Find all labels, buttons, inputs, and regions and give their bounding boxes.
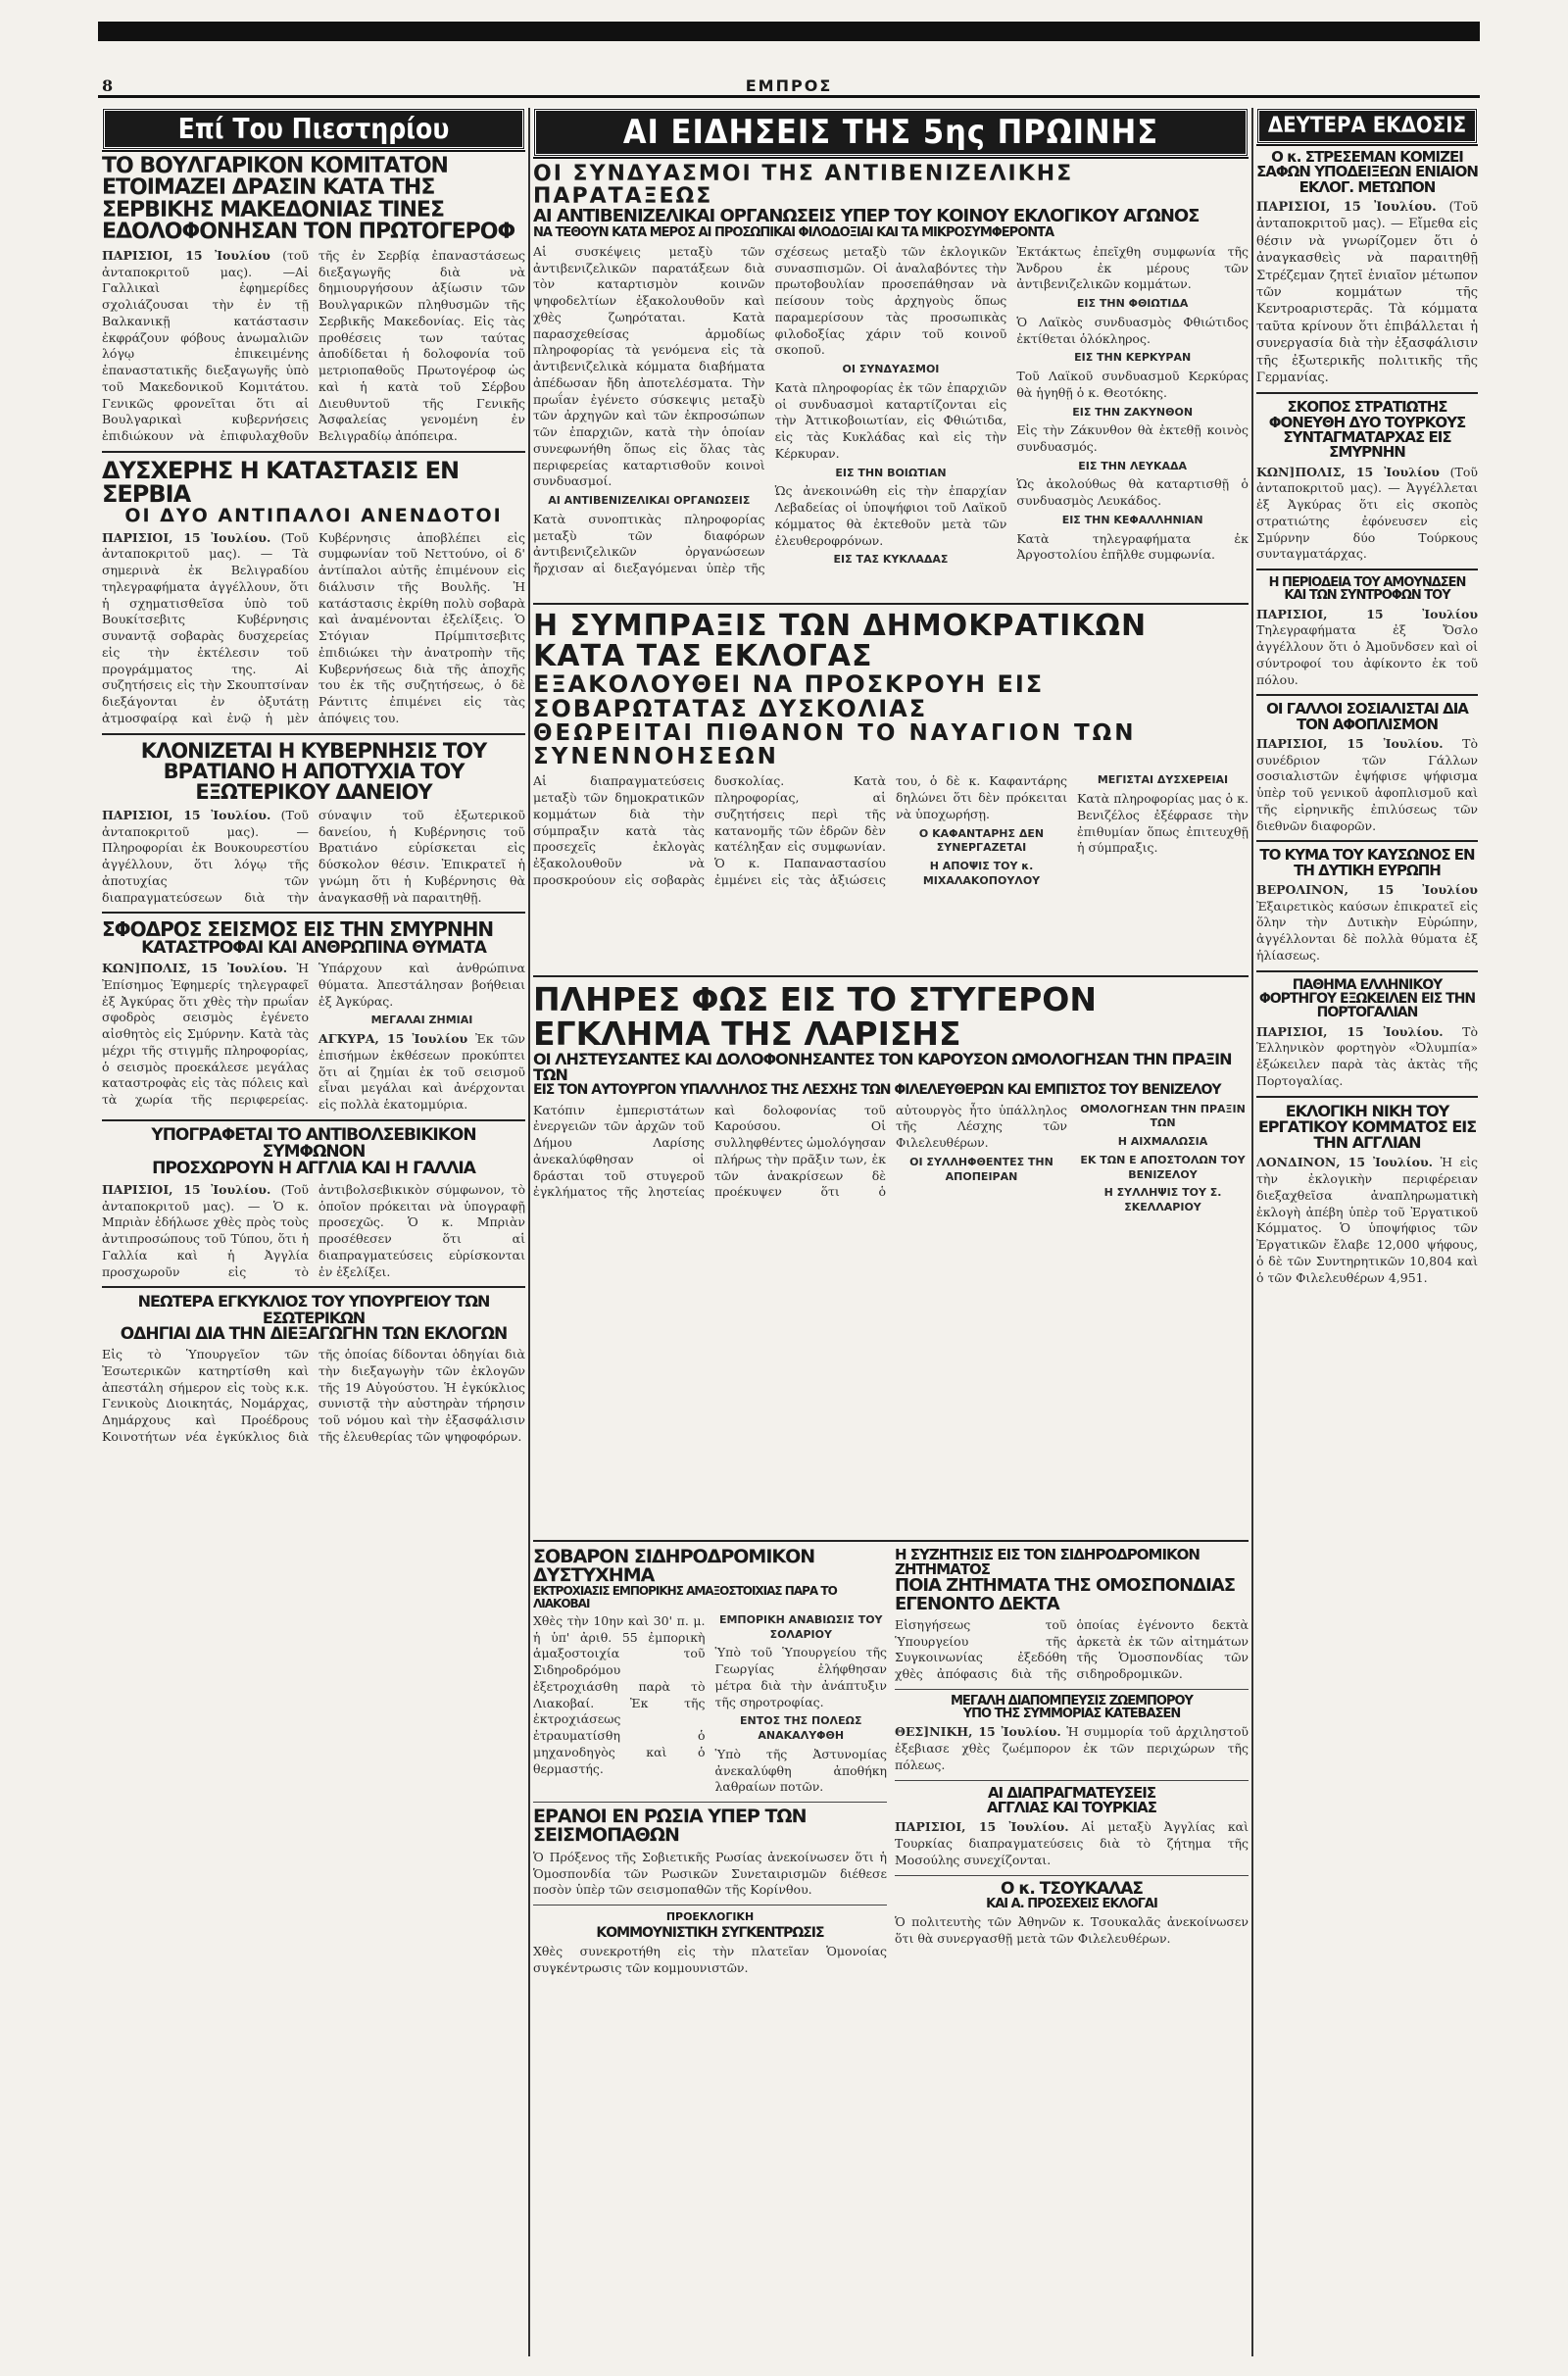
- section-subhead: Ο ΚΑΦΑΝΤΑΡΗΣ ΔΕΝ ΣΥΝΕΡΓΑΖΕΤΑΙ: [918, 826, 1045, 855]
- article-anglo-turkish: [895, 1783, 1249, 1869]
- article-election-circular: [102, 1294, 525, 1445]
- headline: Ο κ. ΤΣΟΥΚΑΛΑΣ: [1000, 1878, 1144, 1899]
- headline: ΣΚΟΠΟΣ ΣΤΡΑΤΙΩΤΗΣ ΦΟΝΕΥΘΗ ΔΥΟ ΤΟΥΡΚΟΥΣ ΣΥΝΤΑΓΜΑΤΑΡΧΑΣ ΕΙΣ ΣΜΥΡΝΗΝ: [1268, 398, 1466, 462]
- box-title: ΜΕΓΑΛΑΙ ΖΗΜΙΑΙ: [370, 1014, 473, 1027]
- article-heatwave: [1256, 848, 1478, 964]
- article-railway-dispute: [895, 1545, 1249, 1683]
- article-stresemann: [1256, 150, 1478, 386]
- column-left: [102, 108, 525, 2356]
- headline: ΟΙ ΓΑΛΛΟΙ ΣΟΣΙΑΛΙΣΤΑΙ ΔΙΑ ΤΟΝ ΑΦΟΠΛΙΣΜΟΝ: [1266, 700, 1468, 733]
- region-text: Τοῦ Λαϊκοῦ συνδυασμοῦ Κερκύρας θὰ ἡγηθῇ ὁ κ. Θεοτόκης.: [1016, 369, 1249, 400]
- article-text: Κατὰ πληροφορίας ἐκ τῶν ἐπαρχιῶν οἱ συνδυασμοὶ καταρτίζονται εἰς τὴν Ἀττικοβοιωτίαν, εἰς Φθιώτιδα, εἰς τὰς Κυκλάδας καὶ εἰς τὴν Κέρκυραν.: [774, 379, 1007, 461]
- article-text: (Τοῦ ἀνταποκριτοῦ μας). — Εἴμεθα εἰς θέσιν νὰ γνωρίζομεν ὅτι ὁ ἀναγκασθεὶς νὰ παραιτηθῇ Στρέζεμαν ζητεῖ ἑνιαῖον μέτωπον τῶν κομμάτων τῆς Κεντροαριστερᾶς. Τὰ κόμματα ταῦτα κρίνουν ὅτι ἐπιβάλλεται ἡ συνεργασία διὰ τὴν ἐξασφάλισιν τῆς ἐξωτερικῆς πολιτικῆς τῆς Γερμανίας.: [1256, 199, 1478, 385]
- article-larissa-crime: [533, 980, 1249, 1533]
- headline: ΑΙ ΔΙΑΠΡΑΓΜΑΤΕΥΣΕΙΣ: [987, 1783, 1156, 1802]
- subheadline: ΕΞΑΚΟΛΟΥΘΕΙ ΝΑ ΠΡΟΣΚΡΟΥΗ ΕΙΣ ΣΟΒΑΡΩΤΑΤΑΣ ΔΥΣΚΟΛΙΑΣ: [533, 669, 1045, 722]
- region-text: Ὡς ἀκολούθως θὰ καταρτισθῇ ὁ συνδυασμὸς Λευκάδος.: [1016, 476, 1249, 509]
- dateline: ΑΓΚΥΡΑ, 15 Ἰουλίου: [318, 1031, 468, 1047]
- section-subhead: Η ΣΥΛΛΗΨΙΣ ΤΟΥ Σ. ΣΚΕΛΛΑΡΙΟΥ: [1103, 1186, 1222, 1214]
- article-democrats-cooperation: [533, 608, 1249, 970]
- article-text: (Τοῦ ἀνταποκριτοῦ μας). — Ὁ κ. Μπριὰν ἐδήλωσε χθὲς πρὸς τοὺς ἀντιπροσώπους τοῦ Τύπου, ὅτι ἡ Γαλλία καὶ ἡ Ἀγγλία προσχωροῦν εἰς τὸ ἀντιβολσεβικικὸν σύμφωνον, τὸ ὁποῖον πρόκειται νὰ ὑπογραφῇ προσεχῶς. Ὁ κ. Μπριὰν προσέθεσεν ὅτι αἱ διαπραγματεύσεις εὑρίσκονται ἐν ἐξελίξει.: [102, 1181, 525, 1279]
- article-smyrna-earthquake: [102, 919, 525, 1113]
- headline: ΣΟΒΑΡΟΝ ΣΙΔΗΡΟΔΡΟΜΙΚΟΝ ΔΥΣΤΥΧΗΜΑ: [533, 1545, 815, 1586]
- section-rubric: Επί Του Πιεστηρίου: [102, 108, 525, 150]
- subheadline: ΟΙ ΛΗΣΤΕΥΣΑΝΤΕΣ ΚΑΙ ΔΟΛΟΦΟΝΗΣΑΝΤΕΣ ΤΟΝ ΚΑΡΟΥΣΟΝ ΩΜΟΛΟΓΗΣΑΝ ΤΗΝ ΠΡΑΞΙΝ ΤΩΝ: [533, 1049, 1232, 1085]
- subheadline: ΟΙ ΔΥΟ ΑΝΤΙΠΑΛΟΙ ΑΝΕΝΔΟΤΟΙ: [124, 504, 503, 526]
- region-text: Ὡς ἀνεκοινώθη εἰς τὴν ἐπαρχίαν Λεβαδείας οἱ ὑποψήφιοι τοῦ Λαϊκοῦ κόμματος θὰ ἐκτεθοῦν μετὰ τῶν ἐλευθεροφρόνων.: [774, 483, 1007, 548]
- region-name: ΕΙΣ ΤΗΝ ΒΟΙΩΤΙΑΝ: [835, 466, 947, 479]
- article-text: Εἰσηγήσεως τοῦ Ὑπουργείου τῆς Συγκοινωνίας ἐξεδόθη χθὲς ἀπόφασις διὰ τῆς ὁποίας ἐγένοντο δεκτὰ ἀρκετὰ ἐκ τῶν αἰτημάτων τῆς Ὁμοσπονδίας τῶν σιδηροδρομικῶν.: [895, 1616, 1249, 1682]
- region-text: Ἐκτάκτως ἐπεῖχθη συμφωνία τῆς Ἄνδρου ἐκ μέρους τῶν ἀντιβενιζελικῶν κομμάτων.: [1016, 243, 1249, 292]
- article-text: Αἱ διαπραγματεύσεις μεταξὺ τῶν δημοκρατικῶν κομμάτων διὰ τὴν σύμπραξιν κατὰ τὰς προσεχεῖς ἐκλογὰς ἐξακολουθοῦν νὰ προσκρούουν εἰς σοβαρὰς δυσκολίας. Κατὰ πληροφορίας, αἱ συζητήσεις περὶ τῆς κατανομῆς τῶν ἐδρῶν δὲν κατέληξαν εἰς συμφωνίαν. Ὁ κ. Παπαναστασίου ἐμμένει εἰς τὰς ἀξιώσεις του, ὁ δὲ κ. Καφαντάρης δηλώνει ὅτι δὲν πρόκειται νὰ ὑποχωρήσῃ.: [533, 773, 1067, 887]
- article-text: Τὸ συνέδριον τῶν Γάλλων σοσιαλιστῶν ἐψήφισε ψήφισμα ὑπὲρ τοῦ γενικοῦ ἀφοπλισμοῦ καὶ τῆς εἰρηνικῆς ἐπιλύσεως τῶν διεθνῶν διαφορῶν.: [1256, 735, 1478, 833]
- article-livestock-dealer: [895, 1695, 1249, 1774]
- subheadline: ΚΟΜΜΟΥΝΙΣΤΙΚΗ ΣΥΓΚΕΝΤΡΩΣΙΣ: [596, 1925, 824, 1942]
- article-anti-bolshevik-pact: [102, 1124, 525, 1280]
- dateline: ΚΩΝ]ΠΟΛΙΣ, 15 Ἰουλίου.: [102, 961, 288, 976]
- dateline: ΠΑΡΙΣΙΟΙ, 15 Ἰουλίου: [1256, 606, 1478, 621]
- dateline: ΠΑΡΙΣΙΟΙ, 15 Ἰουλίου.: [1256, 1023, 1444, 1039]
- section-subhead: ΟΜΟΛΟΓΗΣΑΝ ΤΗΝ ΠΡΑΞΙΝ ΤΩΝ: [1080, 1102, 1246, 1130]
- article-text: Κατὰ συνοπτικὰς πληροφορίας μεταξὺ τῶν διαφόρων ἀντιβενιζελικῶν ὀργανώσεων ἤρχισαν αἱ διεξαγόμεναι ὑπὲρ τῆς σχέσεως μεταξὺ τῶν ἐκλογικῶν συνασπισμῶν. Οἱ ἀναλαβόντες τὴν πρωτοβουλίαν προσεπάθησαν νὰ πείσουν τοὺς ἀρχηγοὺς ὅπως παραμερίσουν τὰς προσωπικὰς φιλοδοξίας χάριν τοῦ κοινοῦ σκοποῦ.: [533, 243, 1007, 576]
- headline: ΤΟ ΚΥΜΑ ΤΟΥ ΚΑΥΣΩΝΟΣ ΕΝ ΤΗ ΔΥΤΙΚΗ ΕΥΡΩΠΗ: [1259, 846, 1475, 879]
- headline: Η ΣΥΖΗΤΗΣΙΣ ΕΙΣ ΤΟΝ ΣΙΔΗΡΟΔΡΟΜΙΚΟΝ ΖΗΤΗΜΑΤΟΣ: [895, 1545, 1200, 1578]
- headline: Η ΣΥΜΠΡΑΞΙΣ ΤΩΝ ΔΗΜΟΚΡΑΤΙΚΩΝ ΚΑΤΑ ΤΑΣ ΕΚΛΟΓΑΣ: [533, 608, 1148, 674]
- newspaper-name: ΕΜΠΡΟΣ: [745, 76, 833, 95]
- headline: ΠΡΟΕΚΛΟΓΙΚΗ: [665, 1910, 755, 1924]
- article-amundsen: [1256, 576, 1478, 688]
- article-text: Αἱ συσκέψεις μεταξὺ τῶν ἀντιβενιζελικῶν παρατάξεων διὰ τὸν καταρτισμὸν κοινῶν ψηφοδελτίων ἐξακολουθοῦν καὶ χθὲς ζωηρόταται. Κατὰ παρασχεθείσας ἀρμοδίως πληροφορίας τὰ γενόμενα εἰς τὰ ἀντιβενιζελικὰ κόμματα διαβήματα ἀπέδωσαν ἤδη ἀποτελέσματα. Τὴν πρωΐαν ἐγένετο σύσκεψις μεταξὺ τῶν ἀρχηγῶν καὶ τῶν ἐκπροσώπων τῶν ἐπαρχιῶν, κατὰ τὴν ὁποίαν συνεφωνήθη ὅπως εἰς ὅλας τὰς περιφερείας καταρτισθοῦν κοινοὶ συνδυασμοί.: [533, 243, 765, 489]
- region-text: Κατὰ τηλεγραφήματα ἐκ Ἀργοστολίου ἐπῆλθε συμφωνία.: [1016, 530, 1249, 563]
- article-text: Ὑπὸ τῆς Ἀστυνομίας ἀνεκαλύφθη ἀποθήκη λαθραίων ποτῶν.: [714, 1746, 887, 1795]
- subheadline: ΝΑ ΤΕΘΟΥΝ ΚΑΤΑ ΜΕΡΟΣ ΑΙ ΠΡΟΣΩΠΙΚΑΙ ΦΙΛΟΔΟΞΙΑΙ ΚΑΙ ΤΑ ΜΙΚΡΟΣΥΜΦΕΡΟΝΤΑ: [533, 224, 1054, 240]
- subheadline: ΠΡΟΣΧΩΡΟΥΝ Η ΑΓΓΛΙΑ ΚΑΙ Η ΓΑΛΛΙΑ: [152, 1159, 475, 1179]
- region-name: ΕΙΣ ΤΗΝ ΚΕΦΑΛΛΗΝΙΑΝ: [1061, 513, 1203, 526]
- article-bratianu: [102, 738, 525, 907]
- article-text: Τηλεγραφήματα ἐξ Ὄσλο ἀγγέλλουν ὅτι ὁ Ἀμοῦνδσεν καὶ οἱ σύντροφοί του ἀφίκοντο ἐκ τοῦ πόλου.: [1256, 622, 1478, 687]
- article-text: Ἐκ τῶν ἐπισήμων ἐκθέσεων προκύπτει ὅτι αἱ ζημίαι ἐκ τοῦ σεισμοῦ εἶναι μεγάλαι καὶ ἀνέρχονται εἰς πολλὰ ἑκατομμύρια.: [318, 1031, 525, 1113]
- dateline: ΛΟΝΔΙΝΟΝ, 15 Ἰουλίου.: [1256, 1155, 1434, 1170]
- headline: ΜΕΓΑΛΗ ΔΙΑΠΟΜΠΕΥΣΙΣ ΖΩΕΜΠΟΡΟΥ: [951, 1693, 1193, 1708]
- region-text: Ὁ Λαϊκὸς συνδυασμὸς Φθιώτιδος ἐκτίθεται ὁλόκληρος.: [1016, 314, 1249, 346]
- dateline: ΚΩΝ]ΠΟΛΙΣ, 15 Ἰουλίου: [1256, 464, 1440, 479]
- dateline: ΒΕΡΟΛΙΝΟΝ, 15 Ἰουλίου: [1256, 881, 1478, 897]
- page-number: 8: [102, 76, 114, 95]
- article-text: Χθὲς συνεκροτήθη εἰς τὴν πλατεῖαν Ὁμονοίας συγκέντρωσις τῶν κομμουνιστῶν.: [533, 1944, 887, 1976]
- region-text: Εἰς τὴν Ζάκυνθον θὰ ἐκτεθῇ κοινὸς συνδυασμός.: [1016, 422, 1249, 454]
- headline: ΣΦΟΔΡΟΣ ΣΕΙΣΜΟΣ ΕΙΣ ΤΗΝ ΣΜΥΡΝΗΝ: [102, 917, 494, 942]
- region-name: ΕΙΣ ΤΗΝ ΦΘΙΩΤΙΔΑ: [1076, 297, 1189, 311]
- headline: ΟΙ ΣΥΝΔΥΑΣΜΟΙ ΤΗΣ ΑΝΤΙΒΕΝΙΖΕΛΙΚΗΣ ΠΑΡΑΤΑΞΕΩΣ: [533, 162, 1074, 210]
- dateline: ΠΑΡΙΣΙΟΙ, 15 Ἰουλίου.: [895, 1819, 1069, 1835]
- column-rule: [1251, 108, 1253, 2356]
- article-labour-victory: [1256, 1101, 1478, 1287]
- section-subhead: ΟΙ ΣΥΝΔΥΑΣΜΟΙ: [842, 363, 940, 376]
- article-text: Χθὲς τὴν 10ην καὶ 30' π. μ. ἡ ὑπ' ἀριθ. 55 ἐμπορικὴ ἁμαξοστοιχία τοῦ Σιδηροδρόμου ἐξετροχιάσθη παρὰ τὸ Λιακοβαί. Ἐκ τῆς ἐκτροχιάσεως ἐτραυματίσθη ὁ μηχανοδηγὸς καὶ ὁ θερμαστής.: [533, 1612, 706, 1776]
- article-text: Ἡ εἰς τὴν ἐκλογικὴν περιφέρειαν διεξαχθεῖσα ἀναπληρωματικὴ ἐκλογὴ ἀπέβη ὑπὲρ τοῦ Ἐργατικοῦ Κόμματος. Ὁ ὑποψήφιος τῶν Ἐργατικῶν ἔλαβε 12,000 ψήφους, ὁ δὲ τῶν Συντηρητικῶν 10,804 καὶ ὁ τῶν Φιλελευθέρων 4,951.: [1256, 1155, 1478, 1285]
- article-french-socialists: [1256, 702, 1478, 834]
- headline: ΚΛΟΝΙΖΕΤΑΙ Η ΚΥΒΕΡΝΗΣΙΣ ΤΟΥ ΒΡΑΤΙΑΝΟ Η ΑΠΟΤΥΧΙΑ ΤΟΥ ΕΞΩΤΕΡΙΚΟΥ ΔΑΝΕΙΟΥ: [140, 738, 487, 805]
- article-text: (Τοῦ ἀνταποκριτοῦ μας). — Τὰ σημερινὰ ἐκ Βελιγραδίου τηλεγραφήματα ἀγγέλλουν, ὅτι ἡ σχηματισθεῖσα ὑπὸ τοῦ Βουκίτσεβιτς Κυβέρνησις συναντᾷ σοβαρὰς δυσχερείας εἰς τὴν ἐκτέλεσιν τοῦ προγράμματος της. Αἱ συζητήσεις εἰς τὴν Σκουπτσίναν διεξάγονται ἐν ὀξυτάτῃ ἀτμοσφαίρᾳ καὶ ἐνῷ ἡ μὲν Κυβέρνησις ἀποβλέπει εἰς συμφωνίαν τοῦ Νεττούνο, οἱ δ' ἀντίπαλοι αὐτῆς ἐπιμένουν εἰς διάλυσιν τῆς Βουλῆς. Ἡ κατάστασις ἐκρίθη πολὺ σοβαρὰ καὶ ἀναμένονται ἐξελίξεις. Ὁ Στόγιαν Πρίμπιτσεβιτς ἐπιδιώκει τὴν ἀνατροπὴν τῆς Κυβερνήσεως διὰ τῆς ἀποχῆς του ἐκ τῆς συζητήσεως, ὁ δὲ Ράντιτς ἐπιμένει εἰς τὰς ἀπόψεις του.: [102, 529, 525, 725]
- subheadline: ΑΙ ΑΝΤΙΒΕΝΙΖΕΛΙΚΑΙ ΟΡΓΑΝΩΣΕΙΣ ΥΠΕΡ ΤΟΥ ΚΟΙΝΟΥ ΕΚΛΟΓΙΚΟΥ ΑΓΩΝΟΣ: [533, 206, 1200, 227]
- subheadline: ΚΑΙ Α. ΠΡΟΣΕΧΕΙΣ ΕΚΛΟΓΑΙ: [986, 1896, 1157, 1911]
- subheadline: ΕΚΤΡΟΧΙΑΣΙΣ ΕΜΠΟΡΙΚΗΣ ΑΜΑΞΟΣΤΟΙΧΙΑΣ ΠΑΡΑ ΤΟ ΛΙΑΚΟΒΑΙ: [533, 1584, 837, 1610]
- headline: Ο κ. ΣΤΡΕΣΕΜΑΝ ΚΟΜΙΖΕΙ ΣΑΦΩΝ ΥΠΟΔΕΙΞΕΩΝ ΕΝΙΑΙΟΝ ΕΚΛΟΓ. ΜΕΤΩΠΟΝ: [1256, 148, 1478, 196]
- article-antivenizelist-coalitions: [533, 163, 1249, 597]
- article-text: Ἡ Ἐπίσημος Ἐφημερίς τηλεγραφεῖ ἐξ Ἀγκύρας ὅτι χθὲς τὴν πρωΐαν σφοδρὸς σεισμὸς ἐγένετο αἰσθητὸς εἰς Σμύρνην. Κατὰ τὰς μέχρι τῆς στιγμῆς πληροφορίας, ὁ σεισμὸς προεκάλεσε μεγάλας καταστροφὰς εἰς τὰς πόλεις καὶ τὰ χωρία τῆς περιφερείας. Ὑπάρχουν καὶ ἀνθρώπινα θύματα. Ἀπεστάλησαν βοήθειαι ἐξ Ἀγκύρας.: [102, 961, 525, 1108]
- dateline: ΠΑΡΙΣΙΟΙ, 15 Ἰουλίου.: [102, 529, 271, 545]
- section-banner: ΑΙ ΕΙΔΗΣΕΙΣ ΤΗΣ 5ης ΠΡΩΙΝΗΣ: [533, 108, 1249, 157]
- article-russia-relief: [533, 1807, 887, 1899]
- section-subhead: ΟΙ ΣΥΛΛΗΦΘΕΝΤΕΣ ΤΗΝ ΑΠΟΠΕΙΡΑΝ: [909, 1155, 1054, 1183]
- dateline: ΠΑΡΙΣΙΟΙ, 15 Ἰουλίου.: [102, 807, 271, 822]
- article-rail-accident: [533, 1545, 887, 1796]
- region-name: ΕΙΣ ΤΗΝ ΚΕΡΚΥΡΑΝ: [1074, 351, 1192, 365]
- headline: ΕΡΑΝΟΙ ΕΝ ΡΩΣΙΑ ΥΠΕΡ ΤΩΝ ΣΕΙΣΜΟΠΑΘΩΝ: [533, 1806, 807, 1847]
- region-name: ΕΙΣ ΤΗΝ ΛΕΥΚΑΔΑ: [1078, 459, 1188, 472]
- section-subhead: ΕΝΤΟΣ ΤΗΣ ΠΟΛΕΩΣ ΑΝΑΚΑΛΥΦΘΗ: [740, 1714, 862, 1743]
- article-text: Ἡ συμμορία τοῦ ἀρχιληστοῦ ἐξεβιασε χθὲς ζωέμπορον ἐκ τῶν περιχώρων τῆς πόλεως.: [895, 1724, 1249, 1772]
- headline: ΕΚΛΟΓΙΚΗ ΝΙΚΗ ΤΟΥ ΕΡΓΑΤΙΚΟΥ ΚΟΜΜΑΤΟΣ ΕΙΣ ΤΗΝ ΑΓΓΛΙΑΝ: [1257, 1101, 1477, 1153]
- article-text: Τὸ Ἑλληνικὸν φορτηγὸν «Ὀλυμπία» ἐξώκειλεν παρὰ τὰς ἀκτὰς τῆς Πορτογαλίας.: [1256, 1023, 1478, 1088]
- subheadline: ΠΟΙΑ ΖΗΤΗΜΑΤΑ ΤΗΣ ΟΜΟΣΠΟΝΔΙΑΣ ΕΓΕΝΟΝΤΟ ΔΕΚΤΑ: [895, 1575, 1236, 1614]
- headline: ΤΟ ΒΟΥΛΓΑΡΙΚΟΝ ΚΟΜΙΤΑΤΟΝ ΕΤΟΙΜΑΖΕΙ ΔΡΑΣΙΝ ΚΑΤΑ ΤΗΣ ΣΕΡΒΙΚΗΣ ΜΑΚΕΔΟΝΙΑΣ ΤΙΝΕΣ ΕΔΟΛΟΦΟΝΗΣΑΝ ΤΟΝ ΠΡΩΤΟΓΕΡΟΦ: [102, 154, 515, 245]
- article-serbia: [102, 456, 525, 727]
- headline: ΥΠΟΓΡΑΦΕΤΑΙ ΤΟ ΑΝΤΙΒΟΛΣΕΒΙΚΙΚΟΝ ΣΥΜΦΩΝΟΝ: [151, 1124, 476, 1163]
- dateline: ΠΑΡΙΣΙΟΙ, 15 Ἰουλίου: [102, 247, 270, 263]
- section-subhead: ΕΜΠΟΡΙΚΗ ΑΝΑΒΙΩΣΙΣ ΤΟΥ ΣΟΛΑΡΙΟΥ: [718, 1612, 883, 1641]
- article-text: (τοῦ ἀνταποκριτοῦ μας). —Αἱ Γαλλικαὶ ἐφημερίδες σχολιάζουσαι τὴν ἐν τῇ Βαλκανικῇ κατάστασιν ἐκφράζουν φόβους ἀνωμαλιῶν λόγῳ ἐπικειμένης ἐπαναστατικῆς διεξαγωγῆς ὑπὸ τοῦ Μακεδονικοῦ Κομιτάτου. Γενικῶς φρονεῖται ὅτι αἱ Βουλγαρικαὶ κυβερνήσεις ἐπιδιώκουν νὰ ἐπιφυλαχθοῦν τῆς ἐν Σερβίᾳ ἐπαναστάσεως διεξαγωγῆς διὰ νὰ δημιουργήσουν ἀξίωσιν τῶν Βουλγαρικῶν πληθυσμῶν τῆς Σερβικῆς Μακεδονίας. Εἰς τὰς προθέσεις των ταύτας ἀποδίδεται ἡ δολοφονία τοῦ μετριοπαθοῦς Πρωτογέροφ ὡς καὶ ἡ κατὰ τοῦ Σέρβου Διευθυντοῦ τῆς Γενικῆς Ἀσφαλείας γενομένη ἐν Βελιγραδίῳ ἀπόπειρα.: [102, 247, 525, 443]
- subheadline: ΥΠΟ ΤΗΣ ΣΥΜΜΟΡΙΑΣ ΚΑΤΕΒΑΣΕΝ: [962, 1707, 1181, 1722]
- section-subhead: ΑΙ ΑΝΤΙΒΕΝΙΖΕΛΙΚΑΙ ΟΡΓΑΝΩΣΕΙΣ: [548, 494, 751, 508]
- article-text: Ἐξαιρετικὸς καύσων ἐπικρατεῖ εἰς ὅλην τὴν Δυτικὴν Εὐρώπην, ἀγγέλλονται δὲ πολλὰ θύματα ἐξ ἡλίασεως.: [1256, 898, 1478, 963]
- subheadline: ΘΕΩΡΕΙΤΑΙ ΠΙΘΑΝΟΝ ΤΟ ΝΑΥΑΓΙΟΝ ΤΩΝ ΣΥΝΕΝΝΟΗΣΕΩΝ: [533, 720, 1137, 770]
- article-text: Κατόπιν ἐμπεριστάτων ἐνεργειῶν τῶν ἀρχῶν τοῦ Δήμου Λαρίσης ἀνεκαλύφθησαν οἱ δράσται τοῦ στυγεροῦ ἐγκλήματος τῆς ληστείας καὶ δολοφονίας τοῦ Καρούσου. Οἱ συλληφθέντες ὡμολόγησαν πλήρως τὴν πρᾶξιν των, ἐκ τῶν ἀνακρίσεων δὲ προέκυψεν ὅτι ὁ αὐτουργὸς ἦτο ὑπάλληλος τῆς Λέσχης τῶν Φιλελευθέρων.: [533, 1102, 1067, 1200]
- subheadline: ΑΓΓΛΙΑΣ ΚΑΙ ΤΟΥΡΚΙΑΣ: [987, 1798, 1156, 1816]
- headline: ΔΥΣΧΕΡΗΣ Η ΚΑΤΑΣΤΑΣΙΣ ΕΝ ΣΕΡΒΙΑ: [102, 456, 460, 509]
- article-text: Αἱ μεταξὺ Ἀγγλίας καὶ Τουρκίας διαπραγματεύσεις διὰ τὸ ζήτημα τῆς Μοσούλης συνεχίζονται.: [895, 1819, 1249, 1867]
- article-greek-freighter: [1256, 978, 1478, 1090]
- column-center: [533, 108, 1249, 2356]
- article-communist-rally: [533, 1910, 887, 1977]
- article-text: (Τοῦ ἀνταποκριτοῦ μας). — Ἀγγέλλεται ἐξ Ἀγκύρας ὅτι εἰς σκοπὸς στρατιώτης ἐφόνευσεν εἰς Σμύρνην δύο Τούρκους συνταγματάρχας.: [1256, 464, 1478, 562]
- column-rule: [528, 108, 530, 2356]
- headline: ΠΑΘΗΜΑ ΕΛΛΗΝΙΚΟΥ ΦΟΡΤΗΓΟΥ ΕΞΩΚΕΙΛΕΝ ΕΙΣ ΤΗΝ ΠΟΡΤΟΓΑΛΙΑΝ: [1258, 976, 1476, 1021]
- article-text: Εἰς τὸ Ὑπουργεῖον τῶν Ἐσωτερικῶν κατηρτίσθη καὶ ἀπεστάλη σήμερον εἰς τοὺς κ.κ. Γενικοὺς Διοικητάς, Νομάρχας, Δημάρχους καὶ Προέδρους Κοινοτήτων νέα ἐγκύκλιος διὰ τῆς ὁποίας δίδονται ὁδηγίαι διὰ τὴν διεξαγωγὴν τῶν ἐκλογῶν τῆς 19 Αὐγούστου. Ἡ ἐγκύκλιος συνιστᾷ τὴν αὐστηρὰν τήρησιν τοῦ νόμου καὶ τὴν ἐξασφάλισιν τῆς ἐλευθερίας τῶν ψηφοφόρων.: [102, 1347, 525, 1444]
- article-text: Ὁ Πρόξενος τῆς Σοβιετικῆς Ρωσίας ἀνεκοίνωσεν ὅτι ἡ Ὁμοσπονδία τῶν Ρωσικῶν Συνεταιρισμῶν διέθεσε ποσὸν ὑπὲρ τῶν σεισμοπαθῶν τῆς Κορίνθου.: [533, 1849, 887, 1898]
- headline: ΠΛΗΡΕΣ ΦΩΣ ΕΙΣ ΤΟ ΣΤΥΓΕΡΟΝ ΕΓΚΛΗΜΑ ΤΗΣ ΛΑΡΙΣΗΣ: [533, 980, 1097, 1054]
- section-subhead: ΜΕΓΙΣΤΑΙ ΔΥΣΧΕΡΕΙΑΙ: [1097, 773, 1229, 787]
- region-name: ΕΙΣ ΤΑΣ ΚΥΚΛΑΔΑΣ: [833, 553, 949, 567]
- subheadline: ΕΙΣ ΤΟΝ ΑΥΤΟΥΡΓΟΝ ΥΠΑΛΛΗΛΟΣ ΤΗΣ ΛΕΣΧΗΣ ΤΩΝ ΦΙΛΕΛΕΥΘΕΡΩΝ ΚΑΙ ΕΜΠΙΣΤΟΣ ΤΟΥ ΒΕΝΙΖΕΛΟΥ: [533, 1082, 1221, 1099]
- article-text: Ὑπὸ τοῦ Ὑπουργείου τῆς Γεωργίας ἐλήφθησαν μέτρα διὰ τὴν ἀνάπτυξιν τῆς σηροτροφίας.: [714, 1645, 887, 1709]
- column-right: [1256, 108, 1478, 2356]
- section-rubric: ΔΕΥΤΕΡΑ ΕΚΔΟΣΙΣ: [1256, 108, 1478, 144]
- dateline: ΠΑΡΙΣΙΟΙ, 15 Ἰουλίου.: [1256, 199, 1437, 215]
- article-text: (Τοῦ ἀνταποκριτοῦ μας). — Πληροφορίαι ἐκ Βουκουρεστίου ἀγγέλλουν, ὅτι λόγῳ τῆς ἀποτυχίας τῶν διαπραγματεύσεων διὰ τὴν σύναψιν τοῦ ἐξωτερικοῦ δανείου, ἡ Κυβέρνησις τοῦ Βρατιάνο εὑρίσκεται εἰς δύσκολον θέσιν. Ἐπικρατεῖ ἡ γνώμη ὅτι ἡ Κυβέρνησις θὰ ἀναγκασθῇ νὰ παραιτηθῇ.: [102, 807, 525, 905]
- article-text: Κατὰ πληροφορίας μας ὁ κ. Βενιζέλος ἐξέφρασε τὴν ἐπιθυμίαν ὅπως ἐπιτευχθῇ ἡ σύμπραξις.: [1077, 791, 1249, 856]
- article-sentry-soldier: [1256, 400, 1478, 563]
- region-name: ΕΙΣ ΤΗΝ ΖΑΚΥΝΘΟΝ: [1072, 405, 1194, 419]
- subheadline: ΚΑΤΑΣΤΡΟΦΑΙ ΚΑΙ ΑΝΘΡΩΠΙΝΑ ΘΥΜΑΤΑ: [141, 937, 486, 958]
- dateline: ΠΑΡΙΣΙΟΙ, 15 Ἰουλίου.: [102, 1181, 271, 1197]
- running-head: [98, 76, 1480, 98]
- article-tsoukalas: [895, 1878, 1249, 1948]
- lower-row: [533, 1545, 1249, 1983]
- article-bulgarian-committee: [102, 156, 525, 445]
- subheadline: ΟΔΗΓΙΑΙ ΔΙΑ ΤΗΝ ΔΙΕΞΑΓΩΓΗΝ ΤΩΝ ΕΚΛΟΓΩΝ: [120, 1323, 508, 1344]
- section-subhead: Η ΑΙΧΜΑΛΩΣΙΑ: [1117, 1135, 1208, 1149]
- section-subhead: ΕΚ ΤΩΝ Ε ΑΠΟΣΤΟΛΩΝ ΤΟΥ ΒΕΝΙΖΕΛΟΥ: [1080, 1153, 1246, 1181]
- dateline: ΠΑΡΙΣΙΟΙ, 15 Ἰουλίου.: [1256, 735, 1444, 751]
- headline: ΝΕΩΤΕΡΑ ΕΓΚΥΚΛΙΟΣ ΤΟΥ ΥΠΟΥΡΓΕΙΟΥ ΤΩΝ ΕΣΩΤΕΡΙΚΩΝ: [137, 1292, 490, 1327]
- masthead-bar: [98, 22, 1480, 41]
- article-text: Ὁ πολιτευτὴς τῶν Ἀθηνῶν κ. Τσουκαλᾶς ἀνεκοίνωσεν ὅτι θὰ συνεργασθῇ μετὰ τῶν Φιλελευθέρων.: [895, 1914, 1249, 1946]
- headline: Η ΠΕΡΙΟΔΕΙΑ ΤΟΥ ΑΜΟΥΝΔΣΕΝ ΚΑΙ ΤΩΝ ΣΥΝΤΡΟΦΩΝ ΤΟΥ: [1268, 575, 1466, 604]
- section-subhead: Η ΑΠΟΨΙΣ ΤΟΥ κ. ΜΙΧΑΛΑΚΟΠΟΥΛΟΥ: [922, 860, 1041, 887]
- dateline: ΘΕΣ]ΝΙΚΗ, 15 Ἰουλίου.: [895, 1724, 1061, 1740]
